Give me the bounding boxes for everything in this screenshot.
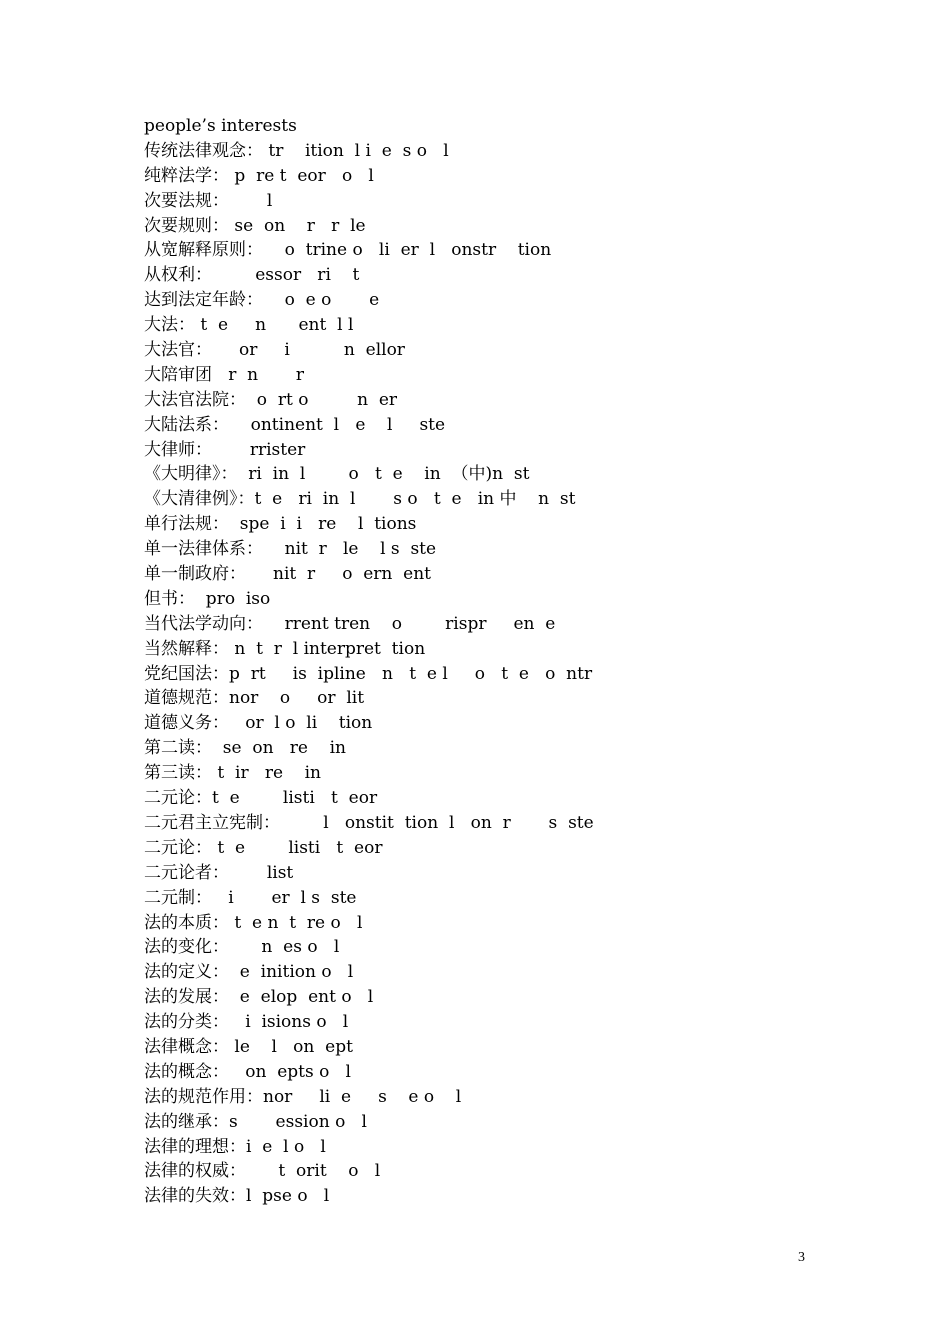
glossary-entry: 法律概念： le l on ept [144,1036,353,1057]
glossary-entry: 次要规则： se on r r le [144,215,366,236]
glossary-entry: 从宽解释原则： o trine o li er l onstr tion [144,240,552,261]
glossary-entry: people’s interests [144,116,297,136]
glossary-entry: 法的定义： e inition o l [144,962,354,983]
glossary-entry: 二元论： t e listi t eor [144,837,383,858]
glossary-entry: 大陪审团 r n r [144,364,305,385]
glossary-entry: 法律的理想：i e l o l [144,1136,326,1157]
glossary-entry: 单一制政府： nit r o ern ent [144,564,432,585]
glossary-entry: 从权利： essor ri t [144,265,360,286]
glossary-entry: 《大明律》： ri in l o t e in （中)n st [144,464,530,485]
glossary-entry: 二元制： i er l s ste [144,887,357,908]
glossary-entry: 党纪国法：p rt is ipline n t e l o t e o ntr [144,663,593,684]
glossary-entry: 传统法律观念： tr ition l i e s o l [144,140,449,161]
glossary-entry: 法的本质： t e n t re o l [144,912,363,933]
glossary-entry: 法的继承：s ession o l [144,1111,367,1132]
glossary-list [144,114,844,1209]
glossary-entry: 次要法规： l [144,190,273,211]
glossary-entry: 道德义务： or l o li tion [144,713,373,734]
glossary-entry: 二元论：t e listi t eor [144,788,378,809]
glossary-entry: 大陆法系： ontinent l e l ste [144,414,446,435]
glossary-entry: 法的分类： i isions o l [144,1012,349,1033]
glossary-entry: 法的概念： on epts o l [144,1061,351,1082]
glossary-entry: 大法官法院： o rt o n er [144,389,398,410]
glossary-entry: 法的发展： e elop ent o l [144,987,374,1008]
glossary-entry: 但书： pro iso [144,588,271,609]
glossary-entry: 大律师： rrister [144,439,306,460]
glossary-entry: 二元论者： list [144,862,294,883]
glossary-entry: 第二读： se on re in [144,738,346,759]
glossary-entry: 《大清律例》：t e ri in l s o t e in 中 n st [144,489,576,510]
glossary-entry: 二元君主立宪制： l onstit tion l on r s ste [144,812,594,833]
glossary-entry: 大法： t e n ent l l [144,315,354,336]
glossary-entry: 达到法定年龄： o e o e [144,290,380,311]
glossary-entry: 单行法规： spe i i re l tions [144,514,417,535]
glossary-entry: 法律的权威： t orit o l [144,1161,381,1182]
glossary-entry: 法律的失效：l pse o l [144,1186,330,1207]
glossary-entry: 当然解释： n t r l interpret tion [144,638,426,659]
page-number: 3 [798,1250,805,1265]
glossary-entry: 道德规范：nor o or lit [144,688,365,709]
glossary-entry: 第三读： t ir re in [144,763,322,784]
glossary-entry: 大法官： or i n ellor [144,340,405,361]
glossary-entry: 法的变化： n es o l [144,937,340,958]
glossary-entry: 纯粹法学： p re t eor o l [144,165,374,186]
glossary-entry: 当代法学动向： rrent tren o rispr en e [144,613,556,634]
glossary-entry: 法的规范作用：nor li e s e o l [144,1086,462,1107]
glossary-entry: 单一法律体系： nit r le l s ste [144,539,437,560]
